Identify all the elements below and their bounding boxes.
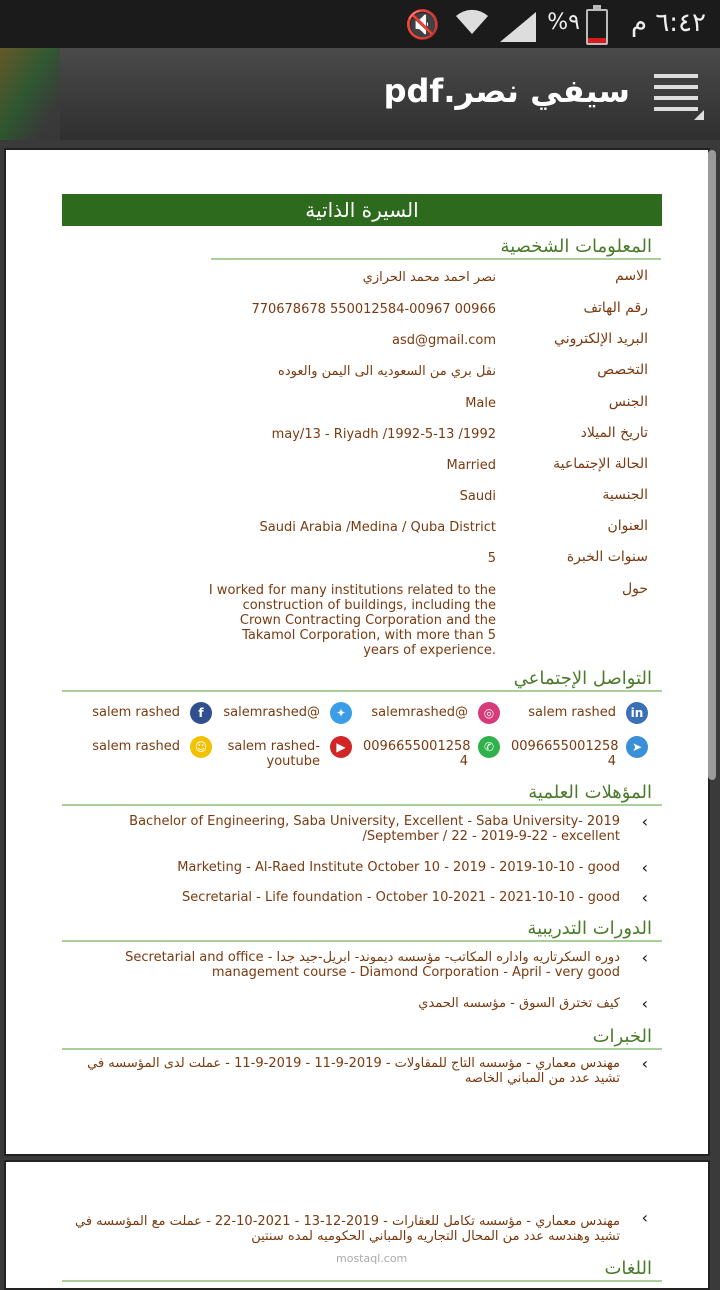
section-personal: المعلومات الشخصية bbox=[500, 236, 652, 257]
qualification-item: Bachelor of Engineering, Saba University, Excellent - Saba University- 2019 /September / 22 - 2019-9-22 - excellent bbox=[129, 814, 620, 844]
snapchat-icon[interactable]: ☺ bbox=[190, 736, 212, 758]
social-text[interactable]: salem rashed bbox=[92, 739, 180, 754]
field-label: البريد الإلكتروني bbox=[554, 331, 648, 347]
field-label: سنوات الخبرة bbox=[566, 549, 648, 565]
pdf-page-1[interactable] bbox=[4, 148, 710, 1156]
rule-social bbox=[62, 690, 662, 692]
status-bar bbox=[0, 0, 720, 48]
field-label: تاريخ الميلاد bbox=[580, 425, 648, 441]
field-value: نصر احمد محمد الحرازي bbox=[362, 270, 496, 285]
rule-courses bbox=[62, 940, 662, 942]
social-text[interactable]: salem rashed bbox=[92, 705, 180, 720]
field-label: الجنسية bbox=[602, 487, 648, 503]
watermark: mostaql.com bbox=[336, 1252, 408, 1265]
social-text[interactable]: salem rashed bbox=[528, 705, 616, 720]
chevron-icon: ‹ bbox=[641, 812, 648, 831]
app-logo bbox=[0, 48, 60, 140]
field-label: الجنس bbox=[608, 394, 648, 410]
field-label: حول bbox=[621, 581, 648, 597]
facebook-icon[interactable]: f bbox=[190, 702, 212, 724]
twitter-icon[interactable]: ✦ bbox=[330, 702, 352, 724]
section-social: التواصل الإجتماعي bbox=[513, 668, 652, 689]
wifi-icon bbox=[454, 6, 490, 44]
rule-languages bbox=[62, 1280, 662, 1282]
social-text[interactable]: salemrashed@ bbox=[371, 705, 468, 720]
telegram-icon[interactable]: ➤ bbox=[626, 736, 648, 758]
field-label: الحالة الإجتماعية bbox=[553, 456, 648, 472]
social-text[interactable]: salem rashed- youtube bbox=[227, 739, 320, 769]
chevron-icon: ‹ bbox=[641, 994, 648, 1013]
experience-item-2: مهندس معماري - مؤسسه تكامل للعقارات - 2019-12-13 - 2021-10-22 - عملت مع المؤسسه في تشيد وهندسه عدد من المحال التجاريه والمباني الحكوميه لمده سنتين bbox=[75, 1214, 620, 1244]
mute-icon: 🔇 bbox=[405, 8, 440, 41]
section-courses: الدورات التدريبية bbox=[527, 918, 652, 939]
qualification-item: Secretarial - Life foundation - October 10-2021 - 2021-10-10 - good bbox=[181, 890, 620, 905]
course-item: دوره السكرتاريه واداره المكاتب- مؤسسه ديموند- ابريل-جيد جدا - Secretarial and office management course - Diamond Corporation - April - very good bbox=[125, 950, 620, 980]
rule-personal bbox=[211, 258, 661, 260]
social-text[interactable]: 0096655001258 4 bbox=[511, 739, 619, 769]
field-value: I worked for many institutions related to the construction of buildings, including the Crown Contracting Corporation and the Takamol Corporation, with more than 5 years of experience. bbox=[208, 583, 496, 658]
field-value: Married bbox=[446, 458, 496, 473]
cv-title: السيرة الذاتية bbox=[62, 194, 662, 226]
field-value: Saudi bbox=[459, 489, 496, 504]
battery-percent: %٩ bbox=[547, 10, 580, 35]
instagram-icon[interactable]: ◎ bbox=[478, 702, 500, 724]
field-label: التخصص bbox=[597, 362, 648, 378]
field-value: Male bbox=[465, 396, 496, 411]
chevron-icon: ‹ bbox=[641, 888, 648, 907]
youtube-icon[interactable]: ▶ bbox=[330, 736, 352, 758]
field-value: asd@gmail.com bbox=[392, 333, 496, 348]
chevron-icon: ‹ bbox=[641, 1054, 648, 1073]
chevron-icon: ‹ bbox=[641, 948, 648, 967]
document-title: سيفي نصر.pdf bbox=[383, 72, 630, 110]
section-languages: اللغات bbox=[604, 1258, 652, 1279]
battery-icon bbox=[586, 9, 608, 45]
experience-item-1: مهندس معماري - مؤسسه التاج للمقاولات - 2019-9-11 - 2019-9-11 - عملت لدى المؤسسه في تشيد عدد من المباني الخاصه bbox=[87, 1056, 620, 1086]
field-label: العنوان bbox=[607, 518, 648, 534]
rule-experience bbox=[62, 1048, 662, 1050]
social-text[interactable]: salemrashed@ bbox=[223, 705, 320, 720]
linkedin-icon[interactable]: in bbox=[626, 702, 648, 724]
pdf-page-2[interactable] bbox=[4, 1160, 710, 1290]
whatsapp-icon[interactable]: ✆ bbox=[478, 736, 500, 758]
course-item: كيف تخترق السوق - مؤسسه الحمدي bbox=[418, 996, 620, 1011]
signal-icon bbox=[500, 12, 540, 42]
section-qualifications: المؤهلات العلمية bbox=[528, 782, 652, 803]
scrollbar[interactable] bbox=[708, 150, 716, 780]
field-label: الاسم bbox=[615, 268, 648, 284]
field-value: 5 bbox=[487, 551, 496, 566]
rule-qualifications bbox=[62, 804, 662, 806]
section-experience: الخبرات bbox=[592, 1026, 652, 1047]
chevron-icon: ‹ bbox=[641, 858, 648, 877]
menu-icon[interactable] bbox=[654, 74, 698, 114]
field-value: Saudi Arabia /Medina / Quba District bbox=[259, 520, 496, 535]
qualification-item: Marketing - Al-Raed Institute October 10 - 2019 - 2019-10-10 - good bbox=[177, 860, 620, 875]
field-value: may/13 - Riyadh /1992-5-13 /1992 bbox=[271, 427, 496, 442]
field-value: 770678678 550012584-00967 00966 bbox=[251, 302, 496, 317]
app-bar bbox=[0, 48, 720, 140]
field-value: نقل بري من السعوديه الى اليمن والعوده bbox=[278, 364, 496, 379]
chevron-icon: ‹ bbox=[641, 1208, 648, 1227]
clock: ٦:٤٢ م bbox=[630, 8, 706, 38]
field-label: رقم الهاتف bbox=[583, 300, 648, 316]
social-text[interactable]: 0096655001258 4 bbox=[363, 739, 471, 769]
